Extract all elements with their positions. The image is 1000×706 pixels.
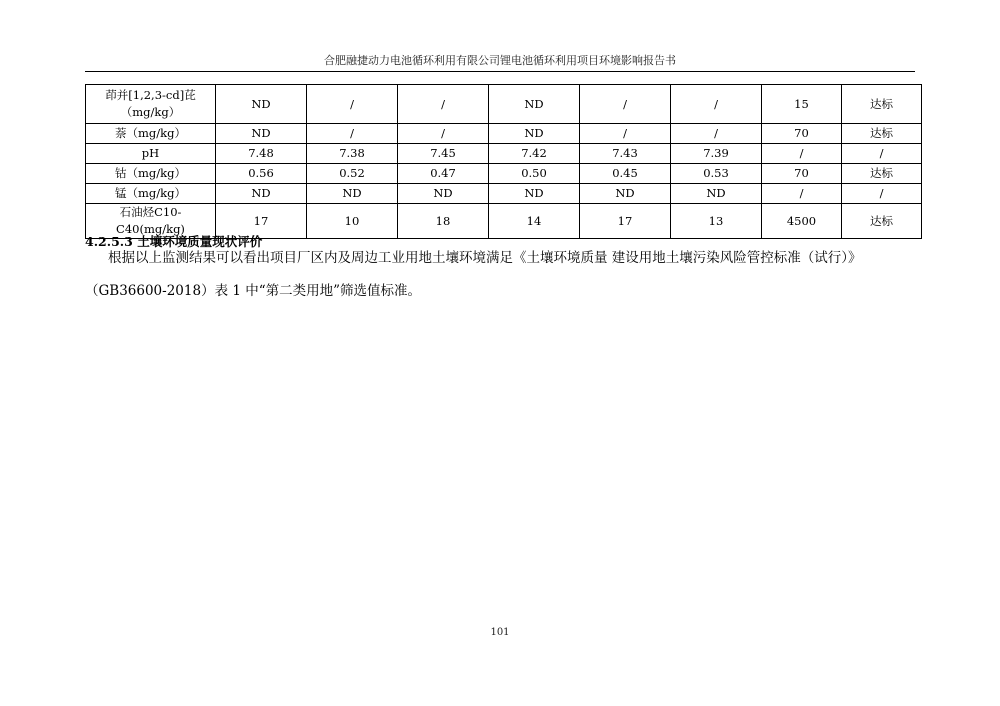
- table-cell: 0.45: [580, 164, 671, 184]
- table-cell: 7.39: [671, 144, 762, 164]
- table-cell: 17: [216, 204, 307, 239]
- table-cell: 0.50: [489, 164, 580, 184]
- table-cell: ND: [489, 184, 580, 204]
- table-cell: 13: [671, 204, 762, 239]
- table-cell: /: [398, 124, 489, 144]
- document-header: 合肥融捷动力电池循环利用有限公司锂电池循环利用项目环境影响报告书: [324, 54, 676, 67]
- table-row: [86, 144, 922, 164]
- table-cell: ND: [216, 124, 307, 144]
- table-cell: 达标: [842, 124, 922, 144]
- table-cell: ND: [398, 184, 489, 204]
- table-cell: ND: [307, 184, 398, 204]
- table-cell: ND: [216, 184, 307, 204]
- table-cell: 7.48: [216, 144, 307, 164]
- table-cell: 达标: [842, 164, 922, 184]
- table-cell: 14: [489, 204, 580, 239]
- table-cell: 0.52: [307, 164, 398, 184]
- table-cell: 7.43: [580, 144, 671, 164]
- table-row: [86, 184, 922, 204]
- table-cell: /: [307, 124, 398, 144]
- page-number: 101: [490, 627, 510, 638]
- soil-monitoring-table: [85, 84, 922, 239]
- table-cell: 达标: [842, 85, 922, 124]
- table-cell: ND: [580, 184, 671, 204]
- table-cell: /: [762, 144, 842, 164]
- table-cell: 0.53: [671, 164, 762, 184]
- table-cell: /: [580, 85, 671, 124]
- table-cell: 钴（mg/kg）: [86, 164, 216, 184]
- table-row: [86, 124, 922, 144]
- table-cell: 70: [762, 124, 842, 144]
- table-cell: /: [307, 85, 398, 124]
- table-cell: 锰（mg/kg）: [86, 184, 216, 204]
- table-cell: 17: [580, 204, 671, 239]
- section-title: 4.2.5.3 土壤环境质量现状评价: [85, 234, 263, 249]
- table-cell: /: [671, 124, 762, 144]
- table-cell: 70: [762, 164, 842, 184]
- table-cell: 15: [762, 85, 842, 124]
- table-cell: /: [842, 144, 922, 164]
- table-cell: pH: [86, 144, 216, 164]
- table-cell: 0.47: [398, 164, 489, 184]
- table-cell: /: [762, 184, 842, 204]
- table-cell: /: [398, 85, 489, 124]
- table-cell: 石油烃C10-C40(mg/kg): [86, 204, 216, 239]
- table-cell: 7.42: [489, 144, 580, 164]
- table-cell: ND: [216, 85, 307, 124]
- table-cell: 18: [398, 204, 489, 239]
- table-cell: 7.45: [398, 144, 489, 164]
- table-cell: 4500: [762, 204, 842, 239]
- table-cell: 7.38: [307, 144, 398, 164]
- table-cell: 达标: [842, 204, 922, 239]
- table-cell: 萘（mg/kg）: [86, 124, 216, 144]
- table-cell: /: [580, 124, 671, 144]
- table-row: [86, 85, 922, 124]
- table-cell: 0.56: [216, 164, 307, 184]
- header-divider: [85, 71, 915, 72]
- table-cell: /: [671, 85, 762, 124]
- table-cell: 茚并[1,2,3-cd]芘 （mg/kg）: [86, 85, 216, 124]
- table-cell: 10: [307, 204, 398, 239]
- table-row: [86, 164, 922, 184]
- table-cell: ND: [489, 85, 580, 124]
- paragraph-line: （GB36600-2018）表 1 中“第二类用地”筛选值标准。: [85, 283, 422, 299]
- table-cell: ND: [671, 184, 762, 204]
- paragraph-line: 根据以上监测结果可以看出项目厂区内及周边工业用地土壤环境满足《土壤环境质量 建设用地土壤污染风险管控标准（试行）》: [108, 250, 862, 266]
- table-cell: ND: [489, 124, 580, 144]
- table-cell: /: [842, 184, 922, 204]
